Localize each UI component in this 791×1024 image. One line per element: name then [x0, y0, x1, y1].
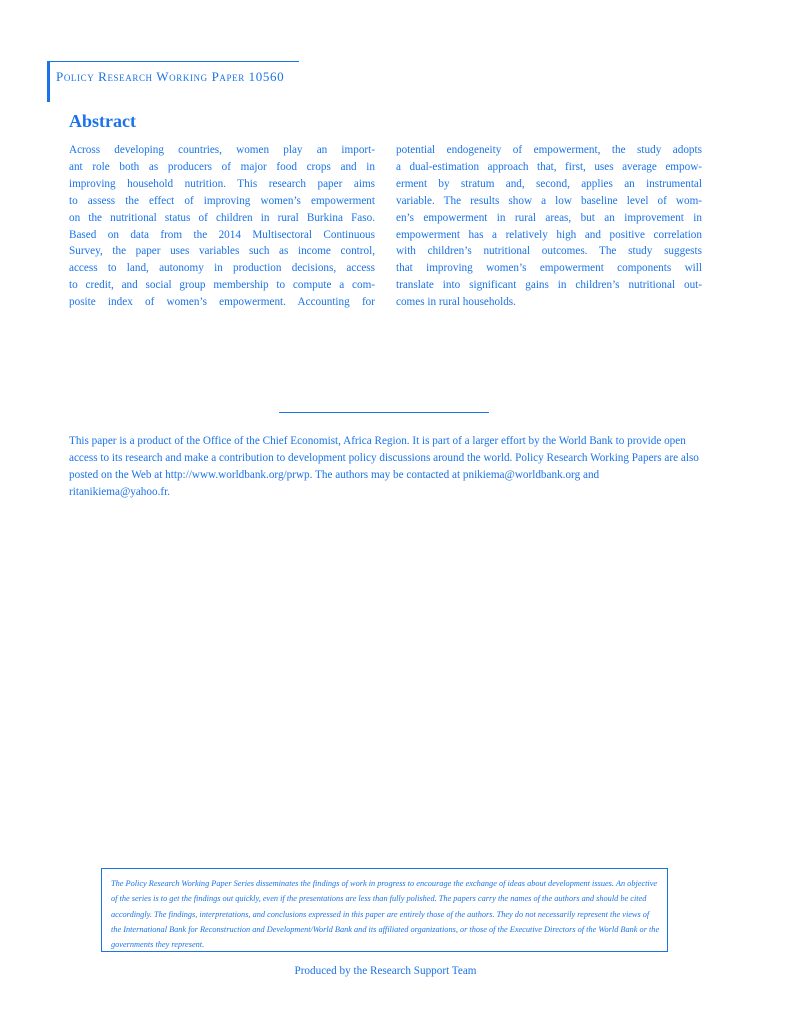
product-note: This paper is a product of the Office of the Chief Economist, Africa Region. It is part of a larger effort by the World Bank to provide open access to its research and make a contribution to development policy discussions around the world. Policy Research Working Papers are also posted on the Web at http://www.worldbank.org/prwp. The authors may be contacted at pnikiema@worldbank.org and ritanikiema@yahoo.fr. — [69, 435, 699, 498]
abstract-line: translate into significant gains in children’s nutritional out- — [396, 279, 702, 292]
abstract-line: comes in rural households. — [396, 296, 516, 309]
disclaimer-text: The Policy Research Working Paper Series disseminates the findings of work in progress to encourage the exchange of ideas about development issues. An objective of the series is to get the findings out quickly, even if the presentations are less than fully polished. The papers carry the names of the authors and should be cited accordingly. The findings, interpretations, and conclusions expressed in this paper are entirely those of the authors. They do not necessarily represent the views of the International Bank for Reconstruction and Development/World Bank and its affiliated organizations, or those of the Executive Directors of the World Bank or the governments they represent. — [111, 879, 660, 950]
abstract-line: variable. The results show a low baseline level of wom- — [396, 194, 702, 207]
abstract-line: en’s empowerment in rural areas, but an improvement in — [396, 211, 702, 224]
series-title: Policy Research Working Paper 10560 — [56, 69, 285, 84]
abstract-left-column — [69, 142, 375, 311]
series-accent-bar — [47, 61, 50, 102]
abstract-line: a dual-estimation approach that, first, uses average empow- — [396, 160, 702, 173]
abstract-line: posite index of women’s empowerment. Accounting for — [69, 296, 375, 309]
abstract-heading: Abstract — [69, 111, 136, 131]
abstract-line: with children’s nutritional outcomes. The study suggests — [396, 245, 702, 258]
abstract-line: improving household nutrition. This research paper aims — [69, 177, 375, 190]
abstract-line: to credit, and social group membership to compute a com- — [69, 279, 375, 292]
abstract-line: on the nutritional status of children in rural Burkina Faso. — [69, 211, 375, 224]
abstract-line: access to land, autonomy in production decisions, access — [69, 262, 375, 275]
abstract-line: Based on data from the 2014 Multisectoral Continuous — [69, 228, 375, 241]
disclaimer-box — [101, 868, 668, 952]
abstract-line: that improving women’s empowerment components will — [396, 262, 702, 275]
series-top-rule — [47, 61, 299, 62]
abstract-line: Across developing countries, women play an import- — [69, 144, 375, 156]
abstract-line: erment by stratum and, second, applies an instrumental — [396, 177, 702, 190]
abstract-line: potential endogeneity of empowerment, the study adopts — [396, 144, 702, 156]
abstract-line: Survey, the paper uses variables such as income control, — [69, 245, 375, 258]
abstract-line: to assess the effect of improving women’s empowerment — [69, 194, 375, 207]
section-divider — [279, 412, 489, 413]
footer-credit: Produced by the Research Support Team — [294, 965, 477, 977]
abstract-line: ant role both as producers of major food crops and in — [69, 160, 375, 173]
abstract-line: empowerment has a relatively high and positive correlation — [396, 228, 702, 241]
abstract-right-column — [396, 142, 702, 311]
